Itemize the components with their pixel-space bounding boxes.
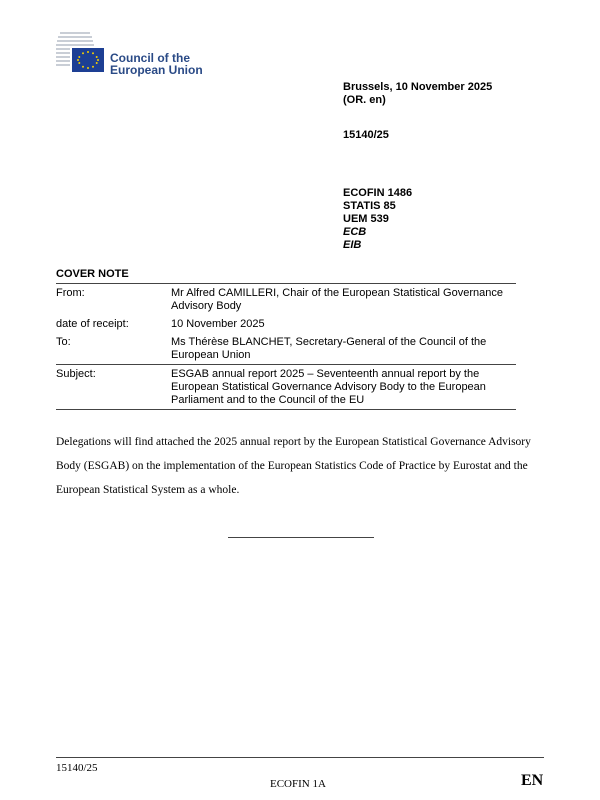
header-doc-number [343, 129, 389, 142]
code-ecb: ECB [343, 226, 367, 238]
footer-language: EN [521, 772, 544, 789]
row-from [56, 284, 516, 316]
value-date-of-receipt: 10 November 2025 [171, 318, 265, 330]
footer-unit: ECOFIN 1A [270, 778, 326, 790]
code-ecofin: ECOFIN 1486 [343, 187, 413, 199]
council-building-icon [56, 30, 108, 80]
separator-line [228, 537, 374, 538]
footer-doc-number: 15140/25 [56, 762, 98, 774]
label-date-of-receipt: date of receipt: [56, 318, 129, 330]
code-uem: UEM 539 [343, 213, 389, 225]
row-to [56, 333, 516, 365]
header-date-block [343, 81, 492, 107]
value-to: Ms Thérèse BLANCHET, Secretary-General of the Council of the European Union [171, 336, 487, 361]
row-date-of-receipt [56, 315, 516, 333]
label-to: To: [56, 336, 71, 348]
place-date: Brussels, 10 November 2025 [343, 81, 493, 93]
council-logo [56, 30, 256, 80]
value-from: Mr Alfred CAMILLERI, Chair of the European Statistical Governance Advisory Body [171, 284, 516, 316]
header-codes-block [343, 187, 412, 252]
label-from: From: [56, 284, 171, 316]
footer-divider [56, 757, 544, 758]
doc-number: 15140/25 [343, 129, 389, 141]
value-subject: ESGAB annual report 2025 – Seventeenth annual report by the European Statistical Governance Advisory Body to the European Parliament and to the Council of the EU [171, 365, 516, 410]
logo-line-1: Council of the [110, 51, 190, 65]
cover-note-table [56, 283, 516, 410]
row-subject [56, 365, 516, 410]
cover-note-title: COVER NOTE [56, 268, 129, 280]
logo-text [110, 52, 203, 76]
label-subject: Subject: [56, 365, 171, 410]
logo-line-2: European Union [110, 63, 203, 77]
code-eib: EIB [343, 239, 362, 251]
original-language: (OR. en) [343, 94, 386, 106]
code-statis: STATIS 85 [343, 200, 396, 212]
body-paragraph: Delegations will find attached the 2025 annual report by the European Statistical Governance Advisory Body (ESGAB) on the implementation of the European Statistics Code of Practice by Eurostat and the European Statistical System as a whole. [56, 436, 531, 496]
